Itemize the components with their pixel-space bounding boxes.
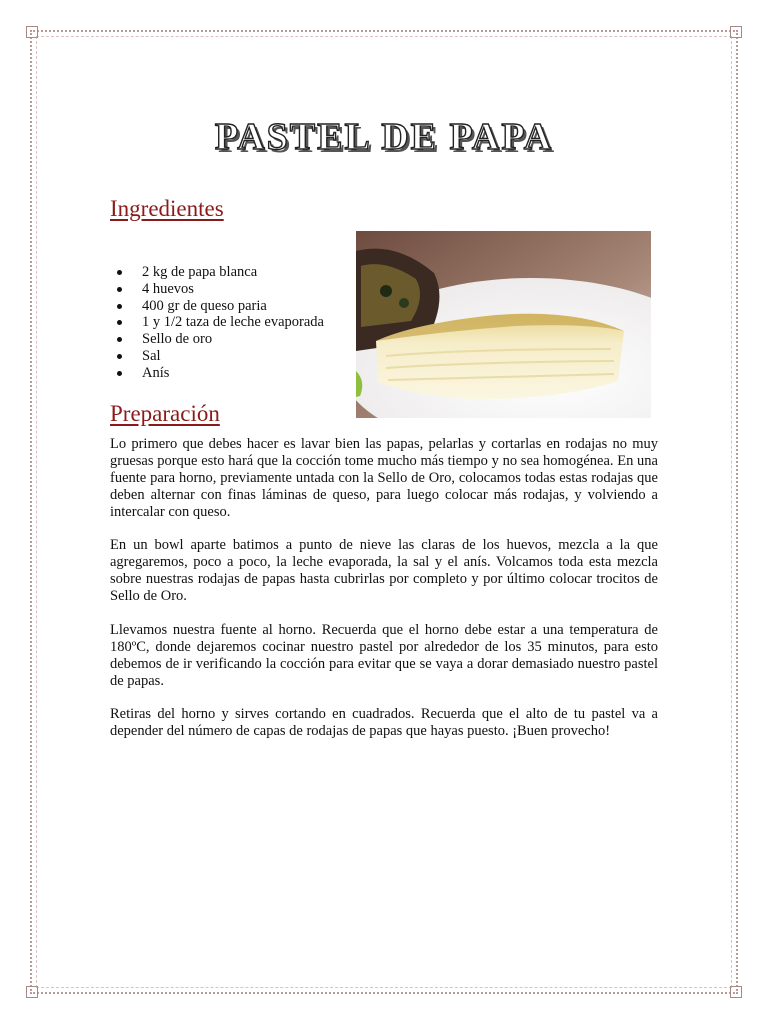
ingredient-text: 1 y 1/2 taza de leche evaporada — [142, 314, 324, 331]
border-corner-ornament — [730, 26, 742, 38]
ingredient-text: Sal — [142, 347, 161, 364]
ingredient-item — [112, 365, 324, 382]
paragraph: Llevamos nuestra fuente al horno. Recuerda que el horno debe estar a una temperatura de 180ºC, donde dejaremos cocinar nuestro pastel por alrededor de los 35 minutos, para esto debemos de ir verificando la cocción para evitar que se vaya a dorar demasiado nuestro pastel de papas. — [110, 621, 658, 689]
ingredient-text: 2 kg de papa blanca — [142, 264, 258, 280]
ingredient-text: Sello de oro — [142, 331, 213, 348]
bullet-icon — [117, 270, 122, 275]
ingredient-text: Anís — [142, 364, 170, 381]
ingredient-text: 400 gr de queso paria — [142, 297, 267, 314]
bullet-icon — [117, 371, 122, 376]
bullet-icon — [117, 354, 122, 359]
border-corner-ornament — [26, 26, 38, 38]
paragraph: Retiras del horno y sirves cortando en cuadrados. Recuerda que el alto de tu pastel va a depender del número de capas de rodajas de papas que hayas puesto. ¡Buen provecho! — [110, 706, 658, 740]
page-title: PASTEL DE PAPA — [214, 116, 554, 158]
ingredient-item — [112, 281, 324, 298]
ingredients-heading: Ingredientes — [110, 196, 224, 221]
paragraph: En un bowl aparte batimos a punto de nieve las claras de los huevos, mezcla a la que agregaremos, poco a poco, la leche evaporada, la sal y el anís. Volcamos toda esta mezcla sobre nuestras rodajas de papas hasta cubrirlas por completo y por último colocar trocitos de Sello de Oro. — [110, 537, 658, 605]
bullet-icon — [117, 337, 122, 342]
border-corner-ornament — [730, 986, 742, 998]
ingredient-text: 4 huevos — [142, 280, 194, 297]
ingredients-list — [112, 264, 324, 382]
ingredient-item — [112, 298, 324, 315]
bullet-icon — [117, 320, 122, 325]
border-corner-ornament — [26, 986, 38, 998]
preparation-heading: Preparación — [110, 401, 220, 426]
ingredient-item — [112, 331, 324, 348]
paragraph: Lo primero que debes hacer es lavar bien las papas, pelarlas y cortarlas en rodajas no muy gruesas porque esto hará que la cocción tome mucho más tiempo y no sea homogénea. En una fuente para horno, previamente untada con la Sello de Oro, colocamos todas estas rodajas que deben alternar con finas láminas de queso, para luego colocar más rodajas, y volviendo a intercalar con queso. — [110, 436, 658, 520]
bullet-icon — [117, 287, 122, 292]
bullet-icon — [117, 304, 122, 309]
ingredient-item — [112, 264, 324, 281]
potato-cake-photo — [356, 231, 651, 418]
ingredient-item — [112, 348, 324, 365]
preparation-text — [110, 436, 658, 757]
ingredient-item — [112, 314, 324, 331]
